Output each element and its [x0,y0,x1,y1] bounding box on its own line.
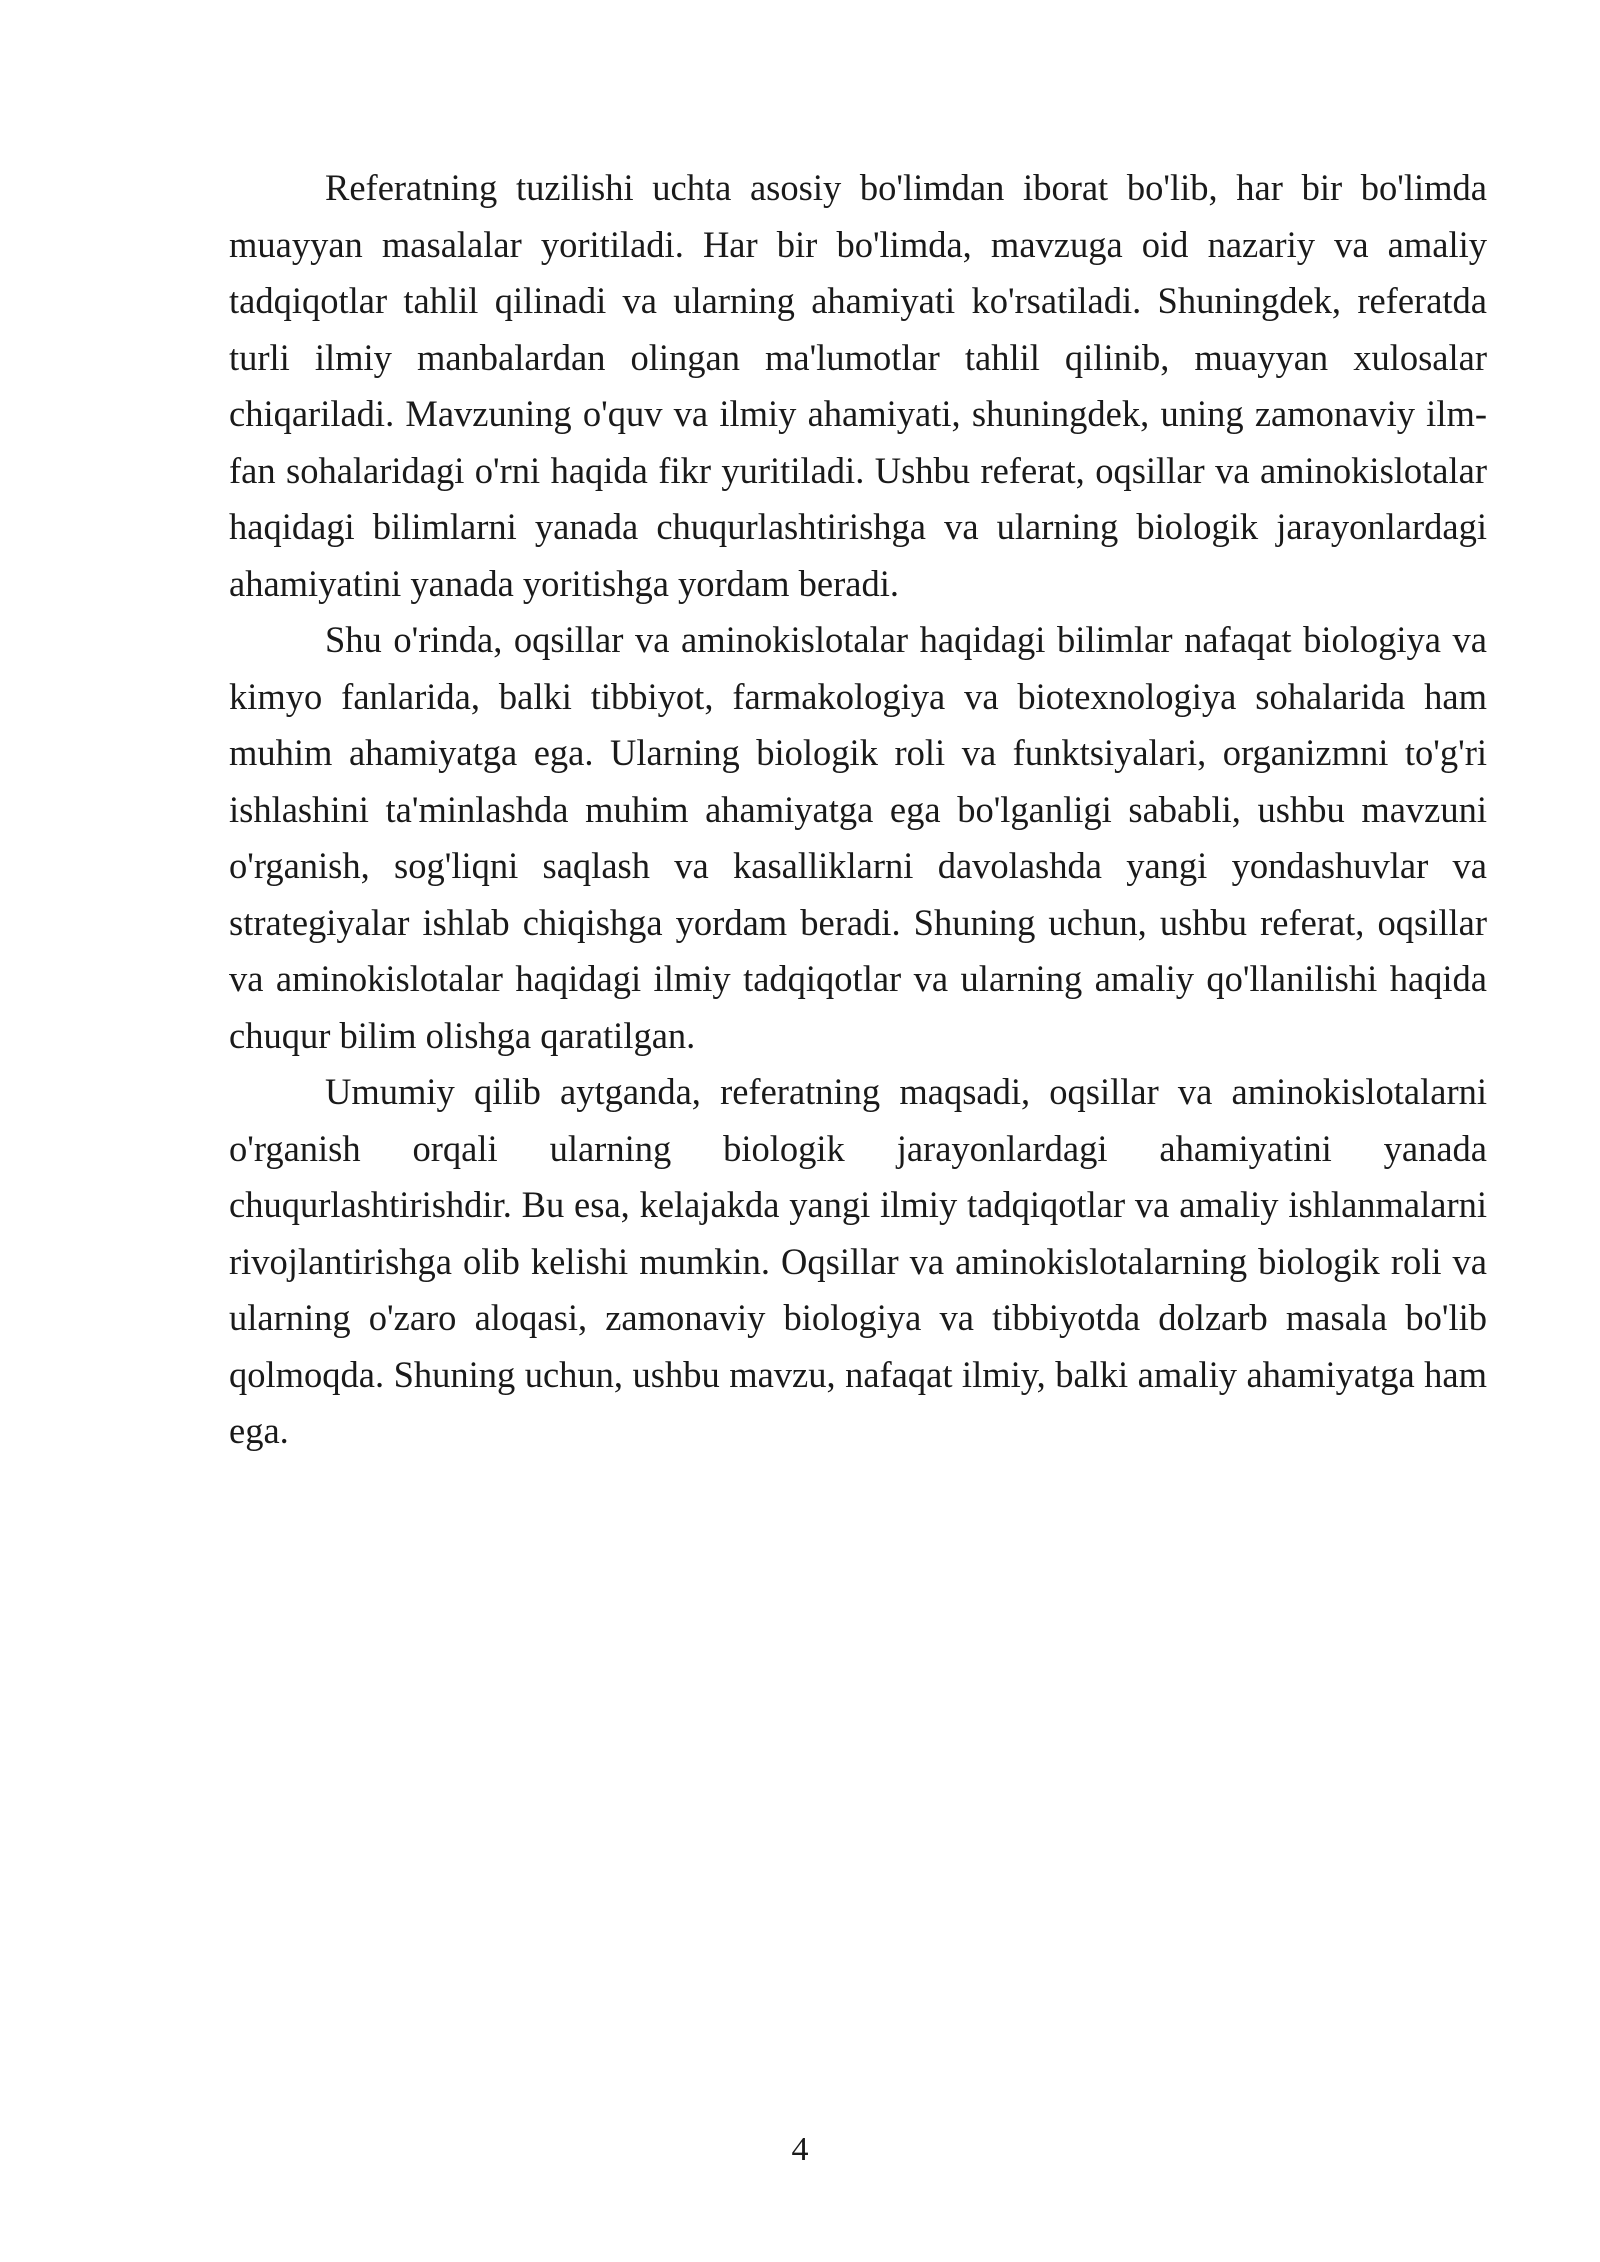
page-number: 4 [791,2131,809,2168]
paragraph-1: Referatning tuzilishi uchta asosiy bo'limdan iborat bo'lib, har bir bo'limda muayyan masalalar yoritiladi. Har bir bo'limda, mavzuga oid nazariy va amaliy tadqiqotlar tahlil qilinadi va ularning ahamiyati ko'rsatiladi. Shuningdek, referatda turli ilmiy manbalardan olingan ma'lumotlar tahlil qilinib, muayyan xulosalar chiqariladi. Mavzuning o'quv va ilmiy ahamiyati, shuningdek, uning zamonaviy ilm-fan sohalaridagi o'rni haqida fikr yuritiladi. Ushbu referat, oqsillar va aminokislotalar haqidagi bilimlarni yanada chuqurlashtirishga va ularning biologik jarayonlardagi ahamiyatini yanada yoritishga yordam beradi. [229,167,1487,604]
paragraph-3: Umumiy qilib aytganda, referatning maqsadi, oqsillar va aminokislotalarni o'rganish orqali ularning biologik jarayonlardagi ahamiyatini yanada chuqurlashtirishdir. Bu esa, kelajakda yangi ilmiy tadqiqotlar va amaliy ishlanmalarni rivojlantirishga olib kelishi mumkin. Oqsillar va aminokislotalarning biologik roli va ularning o'zaro aloqasi, zamonaviy biologiya va tibbiyotda dolzarb masala bo'lib qolmoqda. Shuning uchun, ushbu mavzu, nafaqat ilmiy, balki amaliy ahamiyatga ham ega. [229,1071,1487,1451]
paragraph-2: Shu o'rinda, oqsillar va aminokislotalar haqidagi bilimlar nafaqat biologiya va kimyo fanlarida, balki tibbiyot, farmakologiya va biotexnologiya sohalarida ham muhim ahamiyatga ega. Ularning biologik roli va funktsiyalari, organizmni to'g'ri ishlashini ta'minlashda muhim ahamiyatga ega bo'lganligi sababli, ushbu mavzuni o'rganish, sog'liqni saqlash va kasalliklarni davolashda yangi yondashuvlar va strategiyalar ishlab chiqishga yordam beradi. Shuning uchun, ushbu referat, oqsillar va aminokislotalar haqidagi ilmiy tadqiqotlar va ularning amaliy qo'llanilishi haqida chuqur bilim olishga qaratilgan. [229,619,1487,1056]
body-text [229,160,1487,1460]
